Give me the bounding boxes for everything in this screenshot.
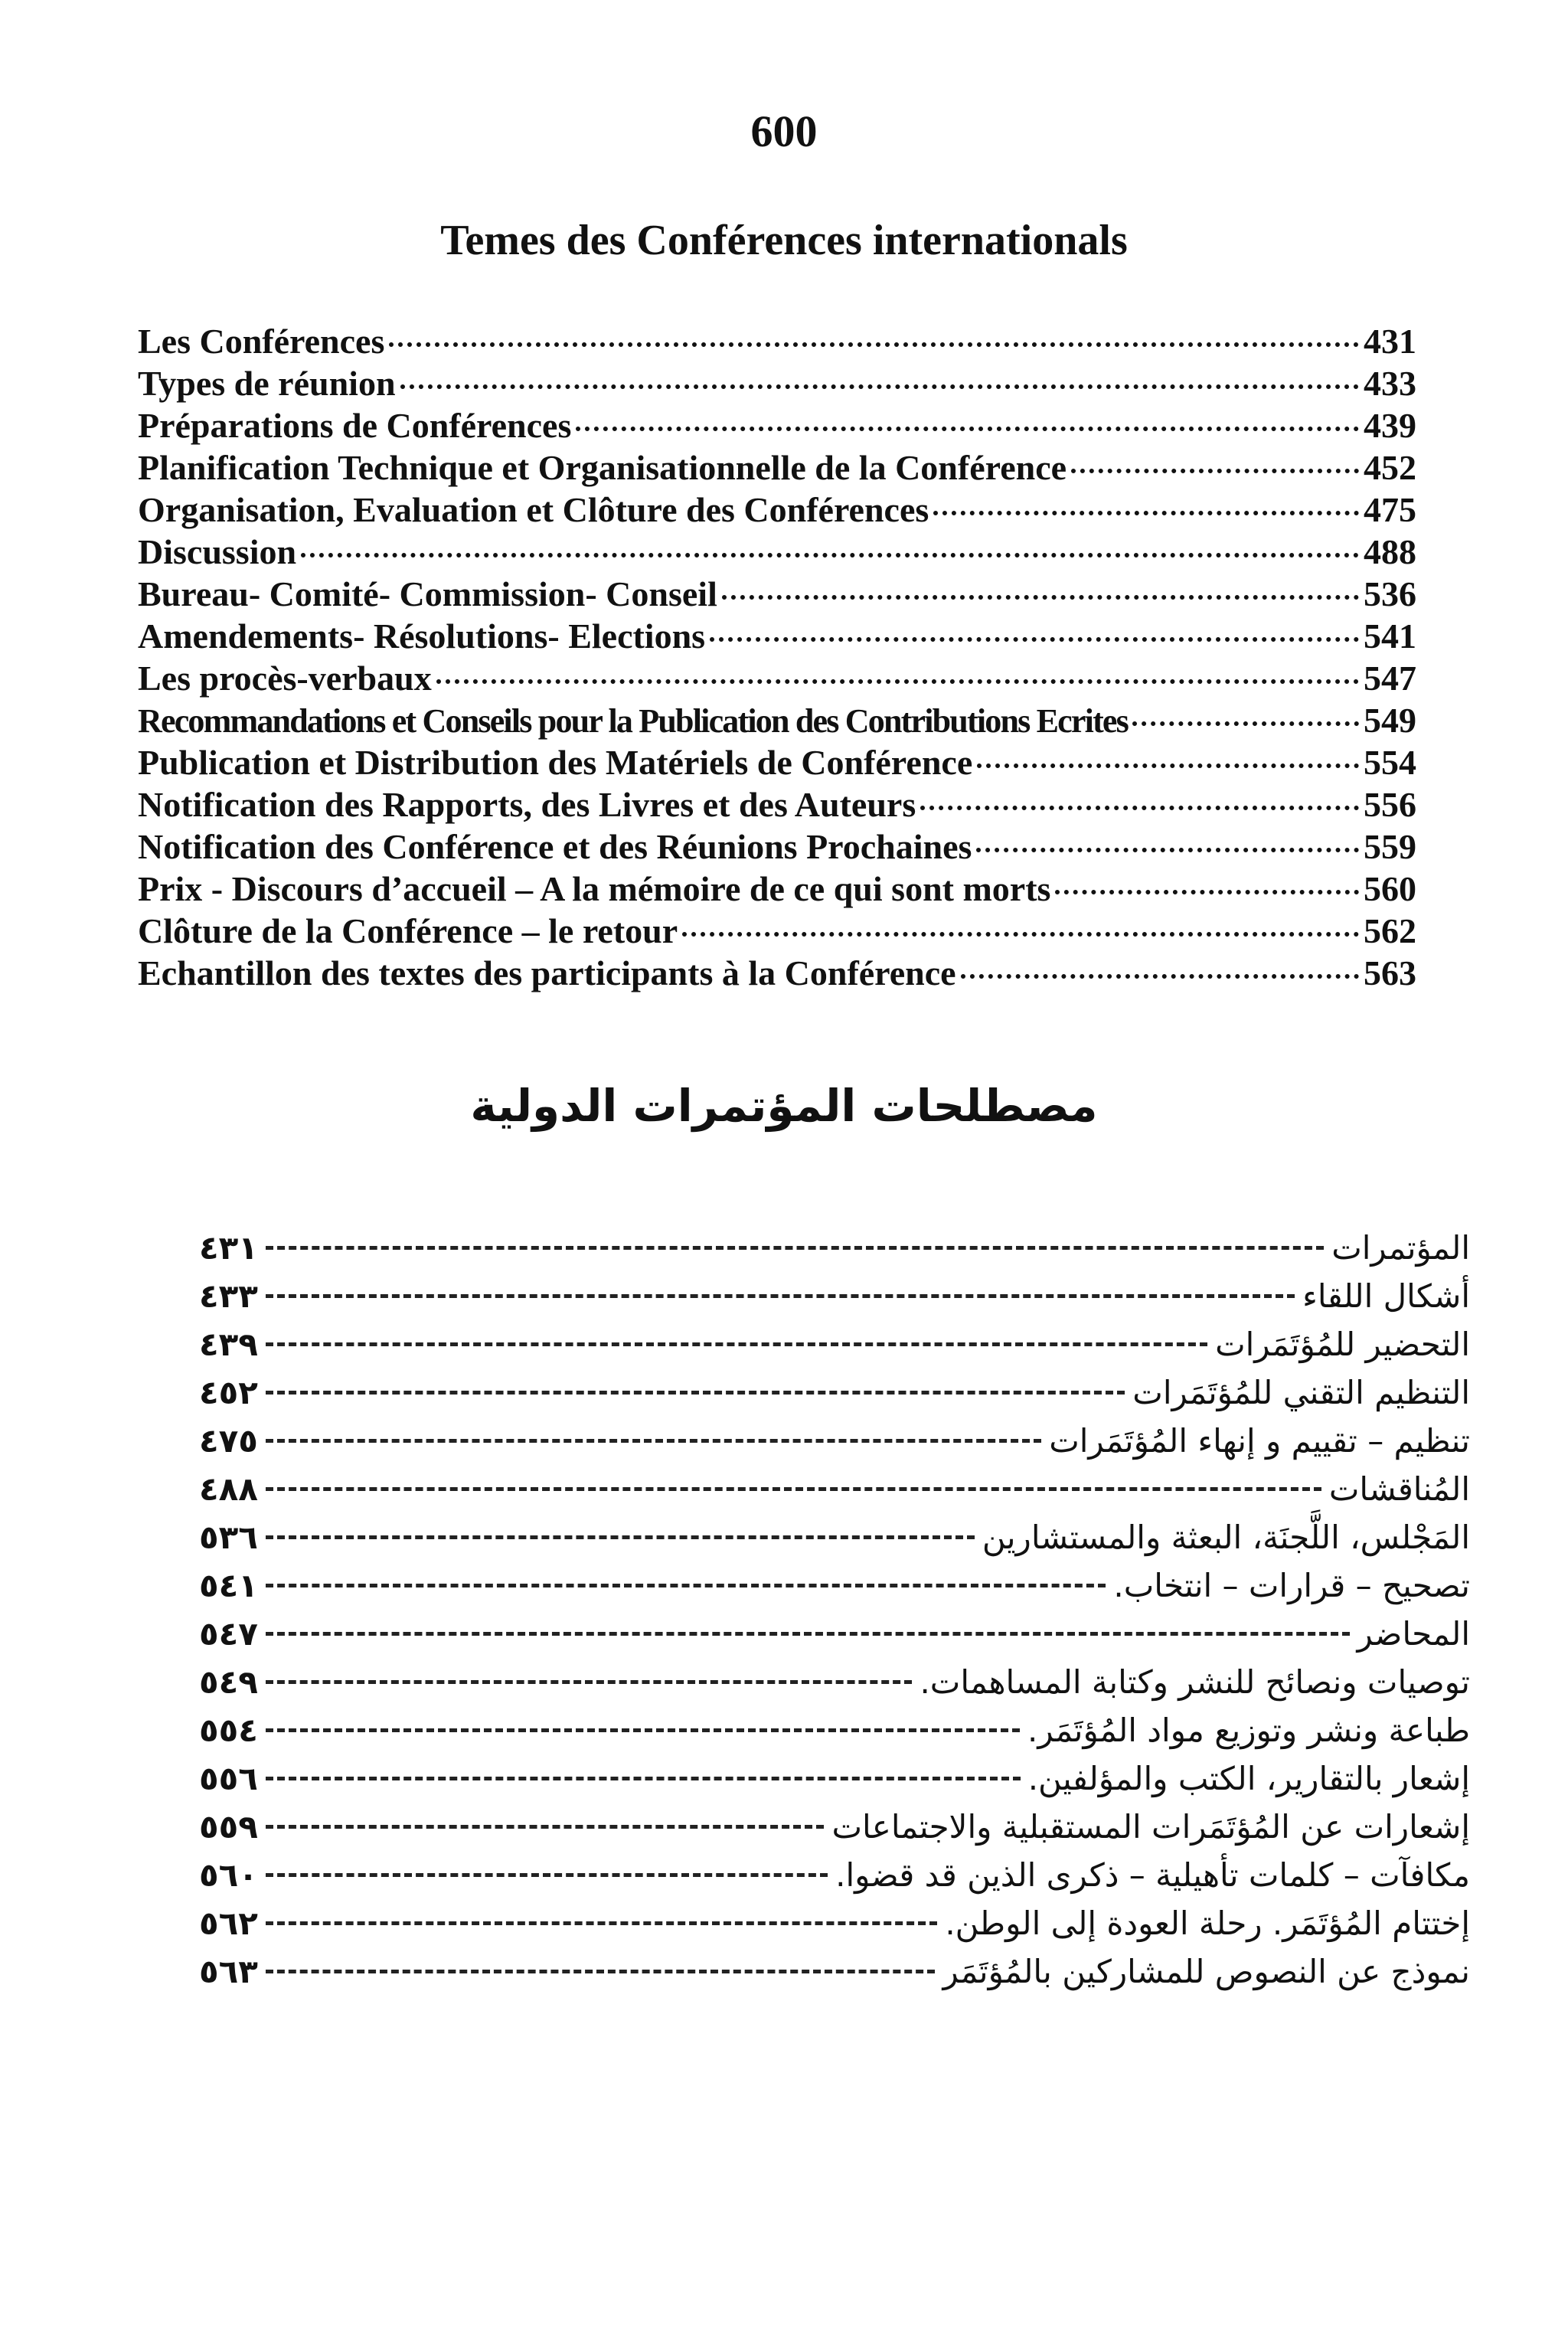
dash-leader: [266, 1391, 1125, 1395]
toc-row: [138, 404, 1416, 446]
toc-entry-page: 433: [1364, 364, 1416, 403]
toc-row: [138, 741, 1416, 783]
dash-leader: [266, 1728, 1020, 1732]
toc-entry-label: Préparations de Conférences: [138, 406, 572, 445]
toc-entry-page: ٤٧٥: [199, 1422, 258, 1460]
toc-entry-label: Echantillon des textes des participants à la Conférence: [138, 953, 956, 992]
toc-row: [199, 1706, 1470, 1754]
toc-row: [138, 952, 1416, 994]
toc-entry-label: Discussion: [138, 532, 297, 571]
toc-entry-label: المؤتمرات: [1331, 1229, 1470, 1267]
arabic-section-title: مصطلحات المؤتمرات الدولية: [470, 1080, 1098, 1132]
dot-leader: [389, 342, 1359, 347]
toc-row: [138, 657, 1416, 699]
toc-entry-page: ٥٦٣: [199, 1953, 258, 1990]
toc-row: [138, 320, 1416, 362]
toc-entry-page: ٥٤٩: [199, 1663, 258, 1701]
dash-leader: [266, 1584, 1106, 1587]
toc-entry-page: 556: [1364, 785, 1416, 824]
dot-leader: [977, 763, 1359, 768]
dash-leader: [266, 1921, 937, 1925]
dash-leader: [266, 1632, 1350, 1636]
toc-row: [199, 1658, 1470, 1706]
toc-entry-label: التحضير للمُؤتَمَرات: [1215, 1326, 1470, 1363]
toc-row: [138, 489, 1416, 531]
dot-leader: [933, 511, 1359, 515]
toc-entry-page: 560: [1364, 869, 1416, 908]
dot-leader: [722, 595, 1359, 600]
arabic-table-of-contents: [199, 1224, 1470, 1996]
toc-entry-label: إشعار بالتقارير، الكتب والمؤلفين.: [1027, 1760, 1470, 1797]
dot-leader: [1071, 469, 1359, 473]
toc-entry-page: 563: [1364, 953, 1416, 992]
toc-entry-page: 536: [1364, 574, 1416, 613]
toc-row: [138, 573, 1416, 615]
toc-entry-label: التنظيم التقني للمُؤتَمَرات: [1132, 1374, 1470, 1411]
toc-entry-label: طباعة ونشر وتوزيع مواد المُؤتَمَر.: [1027, 1712, 1470, 1749]
dash-leader: [266, 1825, 825, 1829]
toc-row: [138, 868, 1416, 910]
toc-entry-label: تصحيح – قرارات – انتخاب.: [1113, 1567, 1470, 1604]
toc-row: [138, 446, 1416, 489]
toc-entry-label: Les Conférences: [138, 322, 385, 361]
toc-row: [199, 1561, 1470, 1610]
toc-entry-page: 452: [1364, 448, 1416, 487]
toc-entry-page: 475: [1364, 490, 1416, 529]
toc-row: [199, 1224, 1470, 1272]
toc-entry-label: المحاضر: [1357, 1615, 1470, 1653]
toc-entry-page: 439: [1364, 406, 1416, 445]
toc-entry-label: إشعارات عن المُؤتَمَرات المستقبلية والاجتماعات: [831, 1808, 1470, 1846]
toc-row: [138, 910, 1416, 952]
dash-leader: [266, 1294, 1295, 1298]
toc-row: [199, 1272, 1470, 1320]
toc-entry-page: ٤٨٨: [199, 1470, 258, 1508]
dot-leader: [436, 679, 1359, 684]
toc-entry-page: ٤٣٩: [199, 1326, 258, 1363]
dash-leader: [266, 1439, 1041, 1443]
dash-leader: [266, 1487, 1321, 1491]
toc-entry-page: 549: [1364, 701, 1416, 740]
toc-entry-page: ٥٥٦: [199, 1760, 258, 1797]
toc-row: [199, 1368, 1470, 1417]
toc-entry-page: ٥٤١: [199, 1567, 258, 1604]
toc-row: [199, 1803, 1470, 1851]
dot-leader: [400, 384, 1359, 389]
toc-entry-label: تنظيم – تقييم و إنهاء المُؤتَمَرات: [1049, 1422, 1470, 1460]
toc-entry-label: Bureau- Comité- Commission- Conseil: [138, 574, 717, 613]
toc-entry-page: ٥٤٧: [199, 1615, 258, 1653]
toc-row: [199, 1610, 1470, 1658]
dot-leader: [682, 932, 1359, 937]
dash-leader: [266, 1970, 936, 1973]
toc-row: [199, 1417, 1470, 1465]
toc-row: [138, 615, 1416, 657]
toc-entry-page: ٤٣١: [199, 1229, 258, 1267]
toc-entry-page: ٥٦٢: [199, 1905, 258, 1942]
french-table-of-contents: [138, 320, 1416, 994]
toc-entry-label: Amendements- Résolutions- Elections: [138, 616, 706, 656]
toc-entry-page: ٤٣٣: [199, 1277, 258, 1315]
toc-entry-label: Prix - Discours d’accueil – A la mémoire de ce qui sont morts: [138, 869, 1051, 908]
dot-leader: [1132, 721, 1359, 726]
dot-leader: [710, 637, 1359, 642]
dot-leader: [961, 974, 1359, 979]
toc-row: [199, 1754, 1470, 1803]
toc-row: [199, 1320, 1470, 1368]
page-number: 600: [750, 106, 818, 156]
dot-leader: [301, 553, 1359, 557]
toc-entry-page: ٥٣٦: [199, 1519, 258, 1556]
toc-entry-label: Planification Technique et Organisationnelle de la Conférence: [138, 448, 1067, 487]
toc-entry-label: Recommandations et Conseils pour la Publication des Contributions Ecrites: [138, 702, 1128, 740]
toc-entry-label: Types de réunion: [138, 364, 396, 403]
toc-entry-label: نموذج عن النصوص للمشاركين بالمُؤتَمَر: [942, 1953, 1470, 1990]
toc-entry-page: ٥٥٩: [199, 1808, 258, 1846]
toc-row: [199, 1465, 1470, 1513]
dash-leader: [266, 1873, 828, 1877]
dot-leader: [1055, 890, 1359, 894]
toc-row: [199, 1513, 1470, 1561]
toc-entry-page: 488: [1364, 532, 1416, 571]
toc-entry-page: ٥٦٠: [199, 1856, 258, 1894]
toc-row: [138, 362, 1416, 404]
french-section-title: Temes des Conférences internationals: [440, 217, 1128, 264]
toc-entry-page: 554: [1364, 743, 1416, 782]
toc-entry-page: 431: [1364, 322, 1416, 361]
toc-entry-label: Publication et Distribution des Matériels de Conférence: [138, 743, 973, 782]
toc-entry-label: Les procès-verbaux: [138, 659, 432, 698]
toc-entry-label: توصيات ونصائح للنشر وكتابة المساهمات.: [920, 1663, 1470, 1701]
dash-leader: [266, 1777, 1021, 1780]
toc-entry-page: ٥٥٤: [199, 1712, 258, 1749]
toc-entry-label: إختتام المُؤتَمَر. رحلة العودة إلى الوطن.: [945, 1905, 1470, 1942]
dash-leader: [266, 1680, 913, 1684]
toc-entry-page: ٤٥٢: [199, 1374, 258, 1411]
toc-entry-page: 562: [1364, 911, 1416, 950]
dot-leader: [576, 427, 1359, 431]
toc-row: [138, 783, 1416, 826]
toc-row: [138, 826, 1416, 868]
toc-entry-page: 547: [1364, 659, 1416, 698]
toc-entry-label: المُناقشات: [1328, 1470, 1470, 1508]
toc-row: [199, 1899, 1470, 1947]
toc-entry-label: Organisation, Evaluation et Clôture des Conférences: [138, 490, 929, 529]
dot-leader: [976, 848, 1359, 852]
toc-row: [199, 1851, 1470, 1899]
toc-entry-page: 541: [1364, 616, 1416, 656]
toc-row: [138, 699, 1416, 741]
dot-leader: [920, 806, 1359, 810]
toc-entry-label: Notification des Conférence et des Réunions Prochaines: [138, 827, 972, 866]
toc-entry-label: Clôture de la Conférence – le retour: [138, 911, 678, 950]
dash-leader: [266, 1342, 1207, 1346]
toc-entry-label: Notification des Rapports, des Livres et des Auteurs: [138, 785, 916, 824]
toc-row: [199, 1947, 1470, 1996]
dash-leader: [266, 1246, 1324, 1250]
toc-entry-label: المَجْلس، اللَّجنَة، البعثة والمستشارين: [982, 1519, 1470, 1556]
toc-entry-page: 559: [1364, 827, 1416, 866]
dash-leader: [266, 1535, 975, 1539]
toc-entry-label: مكافآت – كلمات تأهيلية – ذكرى الذين قد قضوا.: [835, 1856, 1470, 1894]
toc-entry-label: أشكال اللقاء: [1302, 1277, 1470, 1315]
toc-row: [138, 531, 1416, 573]
